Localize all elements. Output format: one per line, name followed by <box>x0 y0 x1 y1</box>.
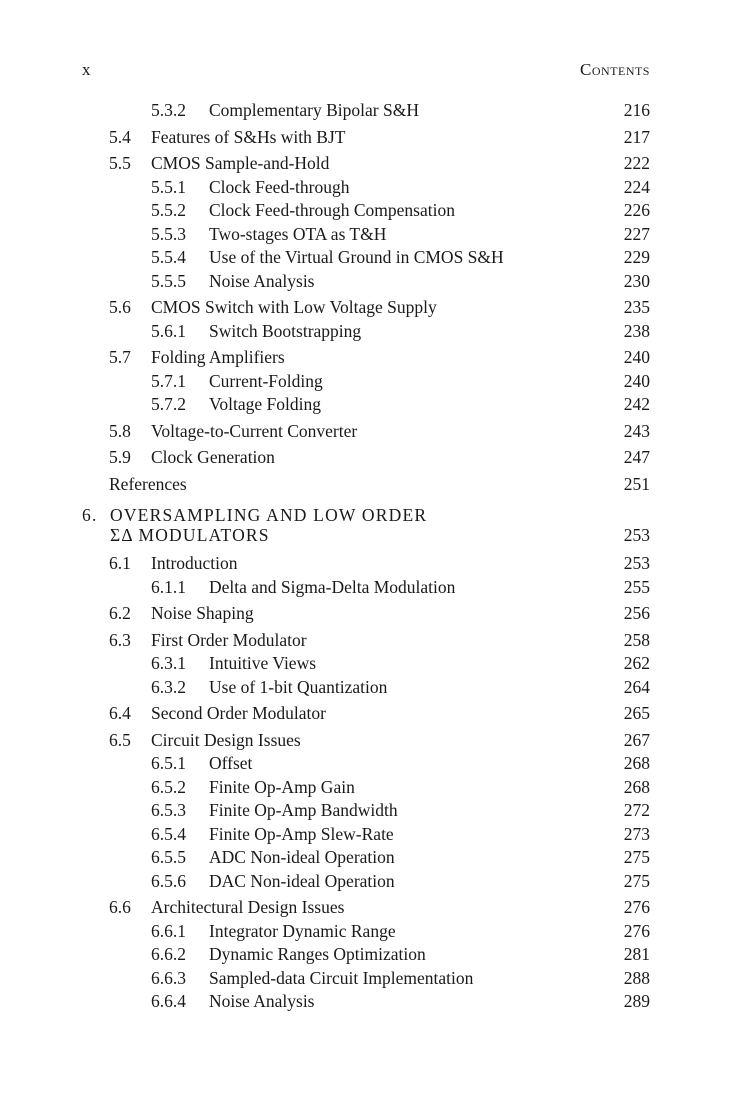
toc-entry-number: 6.5.5 <box>151 847 186 867</box>
toc-section-entry[interactable] <box>0 552 732 576</box>
toc-entry-title: Dynamic Ranges Optimization <box>209 944 426 964</box>
toc-entry-page: 276 <box>623 920 650 941</box>
toc-entry-page: 289 <box>623 991 650 1011</box>
toc-entry-number: 5.3.2 <box>151 100 186 120</box>
toc-entry-number: 6.1.1 <box>151 576 186 597</box>
toc-references-entry[interactable] <box>0 473 732 497</box>
toc-subsection-entry[interactable] <box>0 246 732 270</box>
toc-entry-title: Clock Feed-through Compensation <box>209 200 455 220</box>
toc-entry-page: 265 <box>623 703 650 723</box>
toc-entry-title: Complementary Bipolar S&H <box>209 100 419 120</box>
toc-entry-number: 5.5.5 <box>151 270 186 291</box>
toc-subsection-entry[interactable] <box>0 676 732 700</box>
toc-entry-title: Noise Analysis <box>209 270 315 291</box>
toc-entry-title: Integrator Dynamic Range <box>209 920 396 941</box>
toc-section-entry[interactable] <box>0 729 732 753</box>
toc-entry-title: Second Order Modulator <box>151 703 326 723</box>
toc-section-entry[interactable] <box>0 126 732 150</box>
toc-subsection-entry[interactable] <box>0 370 732 394</box>
toc-entry-number: 6.3 <box>109 629 131 650</box>
toc-entry-page: 281 <box>623 944 650 964</box>
toc-subsection-entry[interactable] <box>0 799 732 823</box>
toc-entry-page: 258 <box>623 629 650 650</box>
toc-entry-title: Two-stages OTA as T&H <box>209 223 387 244</box>
toc-entry-number: 5.5.3 <box>151 223 186 244</box>
toc-entry-title: Introduction <box>151 553 238 573</box>
toc-entry-page: 229 <box>623 247 650 267</box>
toc-entry-title: CMOS Switch with Low Voltage Supply <box>151 297 437 317</box>
toc-subsection-entry[interactable] <box>0 846 732 870</box>
toc-entry-page: 226 <box>623 200 650 220</box>
toc-subsection-entry[interactable] <box>0 199 732 223</box>
toc-entry-page: 230 <box>623 270 650 291</box>
toc-entry-number: 6.2 <box>109 603 131 623</box>
toc-entry-page: 242 <box>623 394 650 414</box>
toc-entry-title: Architectural Design Issues <box>151 897 345 917</box>
toc-entry-number: 6.5.4 <box>151 823 186 844</box>
toc-subsection-entry[interactable] <box>0 223 732 247</box>
toc-entry-page: 272 <box>623 800 650 820</box>
toc-subsection-entry[interactable] <box>0 920 732 944</box>
toc-entry-title: CMOS Sample-and-Hold <box>151 153 330 173</box>
toc-entry-title: Clock Generation <box>151 447 275 467</box>
toc-entry-number: 6.5.3 <box>151 800 186 820</box>
toc-subsection-entry[interactable] <box>0 943 732 967</box>
chapter-title-line-2: ΣΔ MODULATORS <box>110 525 270 545</box>
running-title: Contents <box>579 60 650 79</box>
toc-subsection-entry[interactable] <box>0 990 732 1014</box>
toc-entry-number: 6.3.2 <box>151 676 186 697</box>
toc-entry-title: Noise Analysis <box>209 991 315 1011</box>
toc-entry-number: 6.6.4 <box>151 991 186 1011</box>
toc-entry-page: 247 <box>623 447 650 467</box>
toc-subsection-entry[interactable] <box>0 270 732 294</box>
toc-entry-title: Finite Op-Amp Slew-Rate <box>209 823 394 844</box>
toc-entry-number: 6.6.2 <box>151 944 186 964</box>
toc-section-entry[interactable] <box>0 346 732 370</box>
toc-subsection-entry[interactable] <box>0 320 732 344</box>
toc-entry-title: Switch Bootstrapping <box>209 320 362 341</box>
toc-section-entry[interactable] <box>0 629 732 653</box>
toc-entry-number: 5.9 <box>109 447 131 467</box>
toc-section-entry[interactable] <box>0 896 732 920</box>
toc-entry-number: 5.6 <box>109 297 131 317</box>
toc-entry-page: 276 <box>623 897 650 917</box>
toc-entry-number: 6.6.1 <box>151 920 186 941</box>
toc-entry-number: 5.7.1 <box>151 370 186 391</box>
toc-entry-number: 5.5.1 <box>151 176 186 197</box>
toc-entry-title: Noise Shaping <box>151 603 254 623</box>
toc-entry-number: 6.5.2 <box>151 776 186 797</box>
toc-entry-number: 5.8 <box>109 420 131 441</box>
chapter-6-heading[interactable] <box>0 505 732 549</box>
toc-entry-title: ADC Non-ideal Operation <box>209 847 395 867</box>
toc-subsection-entry[interactable] <box>0 967 732 991</box>
toc-entry-page: 275 <box>623 847 650 867</box>
toc-entry-page: 256 <box>623 603 650 623</box>
toc-section-entry[interactable] <box>0 602 732 626</box>
toc-entry-page: 217 <box>623 126 650 147</box>
toc-entry-page: 240 <box>623 347 650 367</box>
toc-entry-number: 5.5 <box>109 153 131 173</box>
toc-entry-title: Use of the Virtual Ground in CMOS S&H <box>209 247 504 267</box>
toc-entry-number: 6.5.1 <box>151 753 186 773</box>
toc-entry-number: 6.5 <box>109 729 131 750</box>
toc-entry-page: 216 <box>623 100 650 120</box>
toc-section-entry[interactable] <box>0 420 732 444</box>
toc-entry-page: 288 <box>623 967 650 988</box>
toc-entry-number: 6.3.1 <box>151 653 186 673</box>
toc-entry-title: Folding Amplifiers <box>151 347 285 367</box>
toc-entry-title: Finite Op-Amp Bandwidth <box>209 800 398 820</box>
toc-entry-page: 227 <box>623 223 650 244</box>
toc-entry-page: 264 <box>623 676 650 697</box>
toc-entry-number: 5.7 <box>109 347 131 367</box>
toc-subsection-entry[interactable] <box>0 393 732 417</box>
toc-subsection-entry[interactable] <box>0 176 732 200</box>
toc-subsection-entry[interactable] <box>0 870 732 894</box>
toc-entry-title: First Order Modulator <box>151 629 307 650</box>
chapter-6-entries <box>0 552 732 1014</box>
toc-entry-page: 224 <box>623 176 650 197</box>
toc-subsection-entry[interactable] <box>0 776 732 800</box>
toc-entry-page: 262 <box>623 653 650 673</box>
toc-entry-number: 5.7.2 <box>151 394 186 414</box>
toc-entry-page: 268 <box>623 776 650 797</box>
toc-entry-number: 6.6 <box>109 897 131 917</box>
toc-section-entry[interactable] <box>0 296 732 320</box>
toc-section-entry[interactable] <box>0 446 732 470</box>
toc-entry-number: 6.1 <box>109 553 131 573</box>
toc-entry-page: 253 <box>623 553 650 573</box>
page-number: x <box>82 60 91 79</box>
toc-entry-title: Delta and Sigma-Delta Modulation <box>209 576 456 597</box>
running-head <box>82 60 650 84</box>
toc-entry-number: 5.5.2 <box>151 200 186 220</box>
toc-entry-number: 5.5.4 <box>151 247 186 267</box>
toc-entry-title: Features of S&Hs with BJT <box>151 126 346 147</box>
toc-subsection-entry[interactable] <box>0 99 732 123</box>
toc-entry-page: 267 <box>623 729 650 750</box>
toc-section-entry[interactable] <box>0 702 732 726</box>
toc-entry-number: 5.6.1 <box>151 320 186 341</box>
chapter-5-entries <box>0 99 732 496</box>
toc-entry-title: Circuit Design Issues <box>151 729 301 750</box>
table-of-contents <box>0 99 732 1014</box>
toc-entry-title: Offset <box>209 753 253 773</box>
chapter-page: 253 <box>623 525 650 545</box>
toc-entry-number: 5.4 <box>109 126 131 147</box>
toc-entry-page: 273 <box>623 823 650 844</box>
toc-entry-page: 243 <box>623 420 650 441</box>
toc-entry-page: 251 <box>623 473 650 494</box>
toc-entry-title: References <box>109 473 187 494</box>
toc-entry-page: 235 <box>623 297 650 317</box>
toc-entry-title: Finite Op-Amp Gain <box>209 776 355 797</box>
toc-entry-title: Clock Feed-through <box>209 176 350 197</box>
chapter-title-line-1: OVERSAMPLING AND LOW ORDER <box>110 505 428 525</box>
toc-entry-title: Intuitive Views <box>209 653 317 673</box>
toc-entry-number: 6.5.6 <box>151 870 186 891</box>
toc-entry-title: Sampled-data Circuit Implementation <box>209 967 474 988</box>
toc-entry-title: Use of 1-bit Quantization <box>209 676 388 697</box>
toc-subsection-entry[interactable] <box>0 752 732 776</box>
toc-subsection-entry[interactable] <box>0 576 732 600</box>
toc-subsection-entry[interactable] <box>0 823 732 847</box>
toc-entry-page: 240 <box>623 370 650 391</box>
toc-entry-title: Voltage Folding <box>209 394 321 414</box>
toc-entry-page: 222 <box>623 153 650 173</box>
toc-section-entry[interactable] <box>0 152 732 176</box>
toc-entry-title: DAC Non-ideal Operation <box>209 870 395 891</box>
toc-entry-page: 255 <box>623 576 650 597</box>
toc-entry-page: 238 <box>623 320 650 341</box>
toc-entry-page: 268 <box>623 753 650 773</box>
toc-entry-title: Voltage-to-Current Converter <box>151 420 358 441</box>
chapter-number: 6. <box>82 505 98 525</box>
toc-entry-number: 6.4 <box>109 703 131 723</box>
toc-entry-number: 6.6.3 <box>151 967 186 988</box>
toc-entry-page: 275 <box>623 870 650 891</box>
toc-entry-title: Current-Folding <box>209 370 323 391</box>
toc-subsection-entry[interactable] <box>0 652 732 676</box>
